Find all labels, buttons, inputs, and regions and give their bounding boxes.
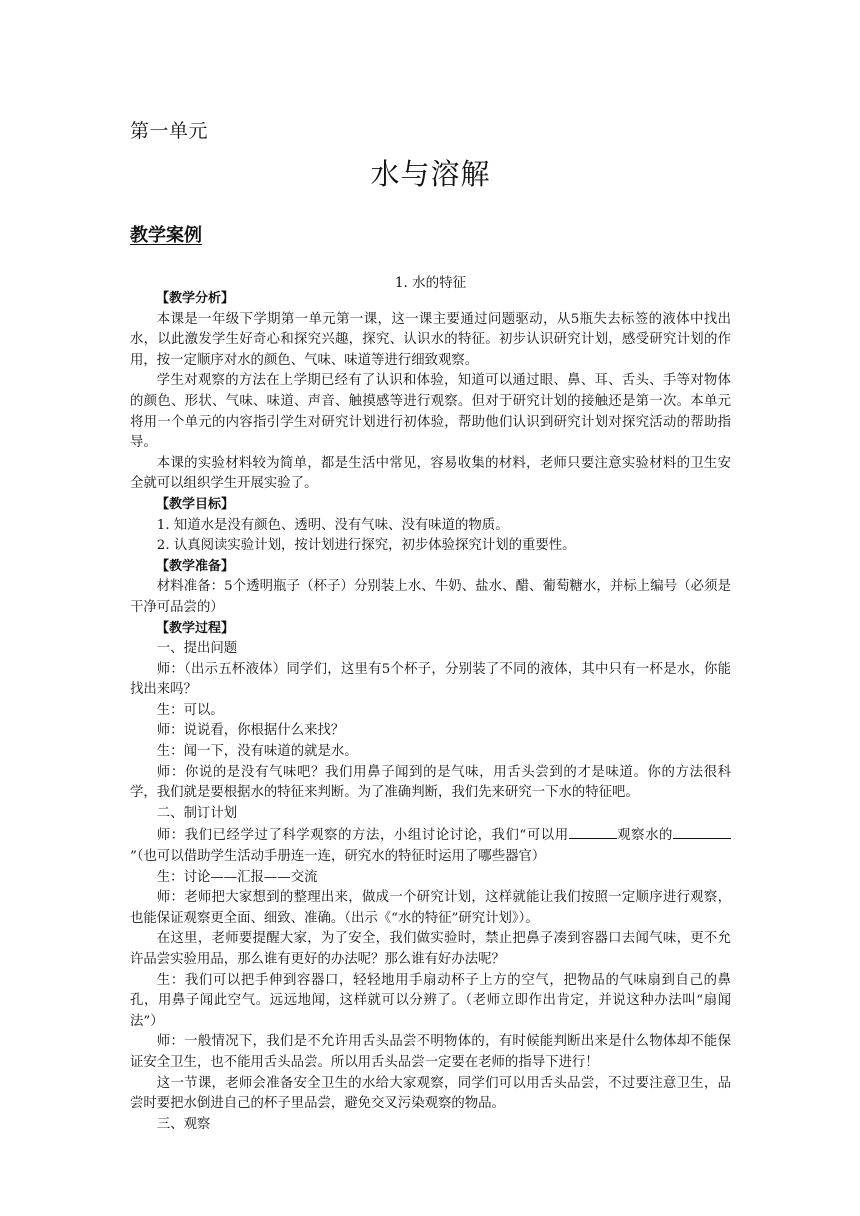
dialogue-line: 师：说说看，你根据什么来找？: [156, 723, 345, 739]
dialogue-line: 生：可以。: [156, 702, 224, 718]
dialogue-line: 在这里，老师要提醒大家，为了安全，我们做实验时，禁止把鼻子凑到容器口去闻气味，更不允许品尝实验用品，那么谁有更好的办法呢？那么谁有好办法呢？: [130, 931, 731, 967]
analysis-paragraph-2: 学生对观察的方法在上学期已经有了认识和体验，知道可以通过眼、鼻、耳、舌头、手等对物体的颜色、形状、气味、味道、声音、触摸感等进行观察。但对于研究计划的接触还是第一次。本单元将用一个单元的内容指引学生对研究计划进行初体验，帮助他们认识到研究计划对探究活动的帮助指导。: [130, 373, 731, 451]
lesson-body: [130, 289, 731, 1135]
analysis-heading: 【教学分析】: [156, 291, 235, 306]
process-heading: 【教学过程】: [156, 620, 235, 636]
goal-item-2: 2. 认真阅读实验计划，按计划进行探究，初步体验探究计划的重要性。: [156, 538, 576, 554]
process-step-1: 一、提出问题: [156, 641, 238, 657]
dialogue-line: 师：一般情况下，我们是不允许用舌头品尝不明物体的，有时候能判断出来是什么物体却不能保证安全卫生，也不能用舌头品尝。所以用舌头品尝一定要在老师的指导下进行！: [130, 1034, 731, 1070]
goals-heading: 【教学目标】: [156, 496, 235, 512]
dialogue-line: 生：讨论——汇报——交流: [156, 869, 318, 885]
dialogue-line: 这一节课，老师会准备安全卫生的水给大家观察，同学们可以用舌头品尝，不过要注意卫生，品尝时要把水倒进自己的杯子里品尝，避免交叉污染观察的物品。: [130, 1075, 731, 1112]
fill-blank-1: [569, 824, 617, 839]
dialogue-line: 生：我们可以把手伸到容器口，轻轻地用手扇动杯子上方的空气，把物品的气味扇到自己的鼻孔，用鼻子闻此空气。远远地闻，这样就可以分辨了。（老师立即作出肯定，并说这种办法叫“扇闻法”）: [130, 972, 731, 1029]
dialogue-line-with-blanks: [130, 824, 731, 867]
unit-label: 第一单元: [130, 120, 209, 142]
dialogue-line: 师：你说的是没有气味吧？我们用鼻子闻到的是气味，用舌头尝到的才是味道。你的方法很科学，我们就是要根据水的特征来判断。为了准确判断，我们先来研究一下水的特征吧。: [130, 764, 731, 801]
dialogue-line: 师：（出示五杯液体）同学们，这里有5个杯子，分别装了不同的液体，其中只有一杯是水，你能找出来吗？: [130, 661, 731, 698]
dialogue-segment: 观察水的: [616, 828, 673, 844]
fill-blank-2: [673, 824, 731, 839]
goal-item-1: 1. 知道水是没有颜色、透明、没有气味、没有味道的物质。: [156, 517, 509, 533]
dialogue-line: 师：老师把大家想到的整理出来，做成一个研究计划，这样就能让我们按照一定顺序进行观察，也能保证观察更全面、细致、准确。（出示《“水的特征”研究计划》）。: [130, 890, 731, 926]
lesson-title: 1. 水的特征: [394, 275, 467, 291]
case-heading: 教学案例: [130, 225, 202, 246]
analysis-paragraph-3: 本课的实验材料较为简单，都是生活中常见，容易收集的材料，老师只要注意实验材料的卫生安全就可以组织学生开展实验了。: [130, 455, 731, 492]
dialogue-segment: 师：我们已经学过了科学观察的方法，小组讨论讨论，我们“可以用: [156, 828, 569, 844]
dialogue-segment: ”（也可以借助学生活动手册连一连，研究水的特征时运用了哪些器官）: [130, 849, 546, 865]
process-step-3: 三、观察: [156, 1116, 211, 1132]
preparation-text: 材料准备：5个透明瓶子（杯子）分别装上水、牛奶、盐水、醋、葡萄糖水，并标上编号（必须是干净可品尝的）: [130, 579, 731, 615]
preparation-heading: 【教学准备】: [156, 558, 235, 574]
main-title: 水与溶解: [370, 157, 491, 191]
process-step-2: 二、制订计划: [156, 805, 238, 821]
dialogue-line: 生：闻一下，没有味道的就是水。: [156, 744, 358, 760]
analysis-paragraph-1: 本课是一年级下学期第一单元第一课，这一课主要通过问题驱动，从5瓶失去标签的液体中找出水，以此激发学生好奇心和探究兴趣，探究、认识水的特征。初步认识研究计划，感受研究计划的作用，按一定顺序对水的颜色、气味、味道等进行细致观察。: [130, 311, 731, 368]
